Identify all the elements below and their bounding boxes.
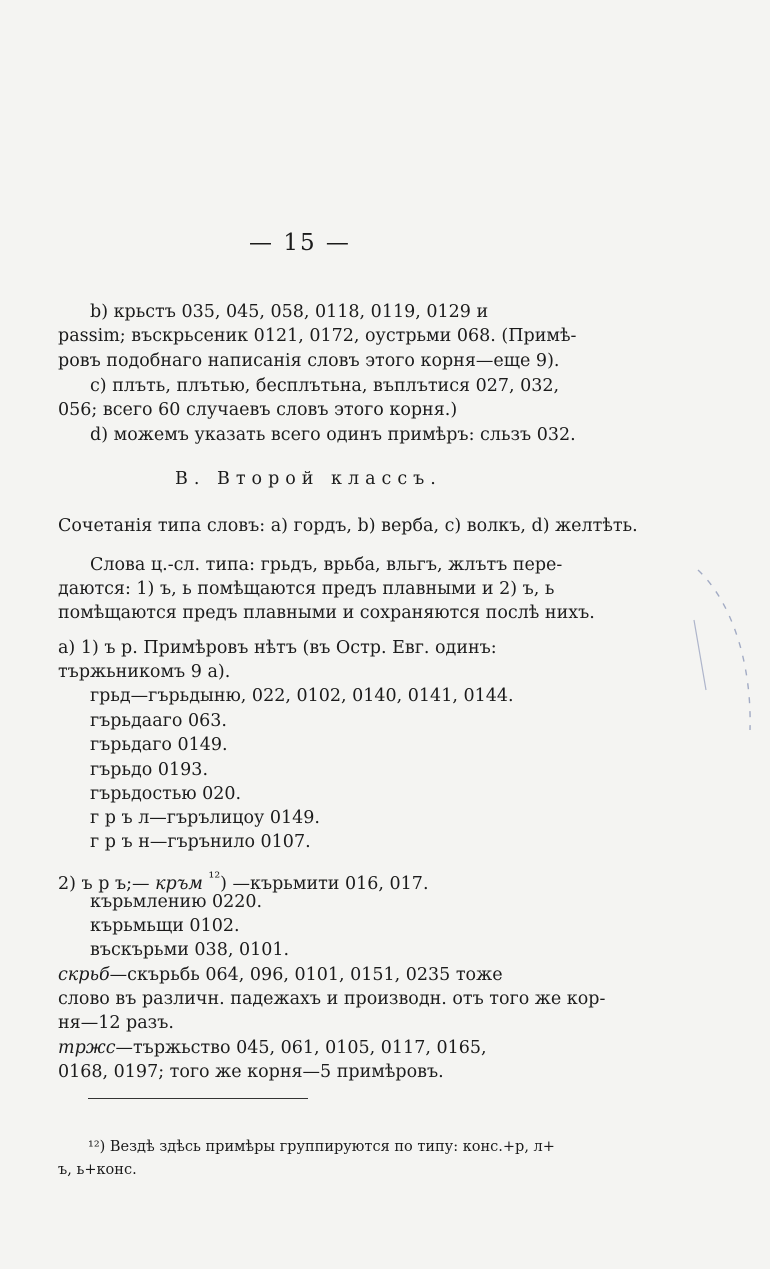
paragraph-b-line-1: b) крьстъ 035, 045, 058, 0118, 0119, 0129 и bbox=[90, 302, 489, 322]
footnote-line-1: ¹²) Вездѣ здѣсь примѣры группируются по типу: конс.+р, л+ bbox=[88, 1139, 555, 1155]
root-italic: тржс bbox=[58, 1038, 116, 1058]
library-stamp-arc bbox=[690, 560, 770, 790]
skrb-line-3: ня—12 разъ. bbox=[58, 1013, 174, 1033]
footnote-line-2: ъ, ь+конс. bbox=[58, 1162, 137, 1178]
example-line: кърьмлению 0220. bbox=[90, 892, 263, 912]
paragraph-b-line-3: ровъ подобнаго написанія словъ этого корня—еще 9). bbox=[58, 351, 560, 371]
section-heading: В. Второй классъ. bbox=[175, 469, 442, 489]
paragraph-slova-line-1: Слова ц.-сл. типа: грьдъ, врьба, вльгъ, жлътъ пере- bbox=[90, 555, 563, 575]
paragraph-d-line-1: d) можемъ указать всего одинъ примѣръ: сльзъ 032. bbox=[90, 425, 576, 445]
skrb-rest: —скърьбь 064, 096, 0101, 0151, 0235 тоже bbox=[109, 965, 503, 985]
subsection-2-rest: ) —кърьмити 016, 017. bbox=[220, 873, 429, 894]
example-line: грьд—гърьдыню, 022, 0102, 0140, 0141, 0144. bbox=[90, 686, 514, 706]
trzh-line-2: 0168, 0197; того же корня—5 примѣровъ. bbox=[58, 1062, 444, 1082]
example-line: въскърьми 038, 0101. bbox=[90, 940, 290, 960]
example-line: гърьдо 0193. bbox=[90, 760, 209, 780]
subsection-2-prefix: 2) ъ р ъ;— bbox=[58, 873, 156, 894]
footnote-marker: ¹² bbox=[208, 870, 221, 886]
page-number: — 15 — bbox=[249, 230, 351, 256]
example-line: кърьмьщи 0102. bbox=[90, 916, 240, 936]
example-line: гърьдааго 063. bbox=[90, 711, 227, 731]
trzh-rest: —тържьство 045, 061, 0105, 0117, 0165, bbox=[115, 1038, 487, 1058]
footnote-divider bbox=[88, 1098, 308, 1099]
paragraph-c-line-1: c) плъть, плътью, бесплътьна, въплътися 027, 032, bbox=[90, 376, 560, 396]
paragraph-c-line-2: 056; всего 60 случаевъ словъ этого корня.) bbox=[58, 400, 458, 420]
root-italic: кръм bbox=[155, 873, 203, 894]
subsection-a1-line-1: a) 1) ъ р. Примѣровъ нѣтъ (въ Остр. Евг. одинъ: bbox=[58, 638, 497, 658]
skrb-line-1 bbox=[58, 963, 503, 987]
example-line: г р ъ н—гърънило 0107. bbox=[90, 832, 311, 852]
combination-types: Сочетанія типа словъ: a) гордъ, b) верба, c) волкъ, d) желтѣть. bbox=[58, 516, 638, 536]
paragraph-slova-line-3: помѣщаются предъ плавными и сохраняются послѣ нихъ. bbox=[58, 603, 595, 623]
skrb-line-2: слово въ различн. падежахъ и производн. отъ того же кор- bbox=[58, 989, 606, 1009]
paragraph-slova-line-2: даются: 1) ъ, ь помѣщаются предъ плавными и 2) ъ, ь bbox=[58, 579, 555, 599]
root-italic: скрьб bbox=[58, 965, 110, 985]
trzh-line-1 bbox=[58, 1036, 487, 1060]
paragraph-b-line-2: passim; въскрьсеник 0121, 0172, оустрьми 068. (Примѣ- bbox=[58, 326, 577, 346]
example-line: г р ъ л—гърълицоу 0149. bbox=[90, 808, 320, 828]
example-line: гърьдостью 020. bbox=[90, 784, 242, 804]
subsection-a1-line-2: тържьникомъ 9 а). bbox=[58, 662, 231, 682]
example-line: гърьдаго 0149. bbox=[90, 735, 228, 755]
